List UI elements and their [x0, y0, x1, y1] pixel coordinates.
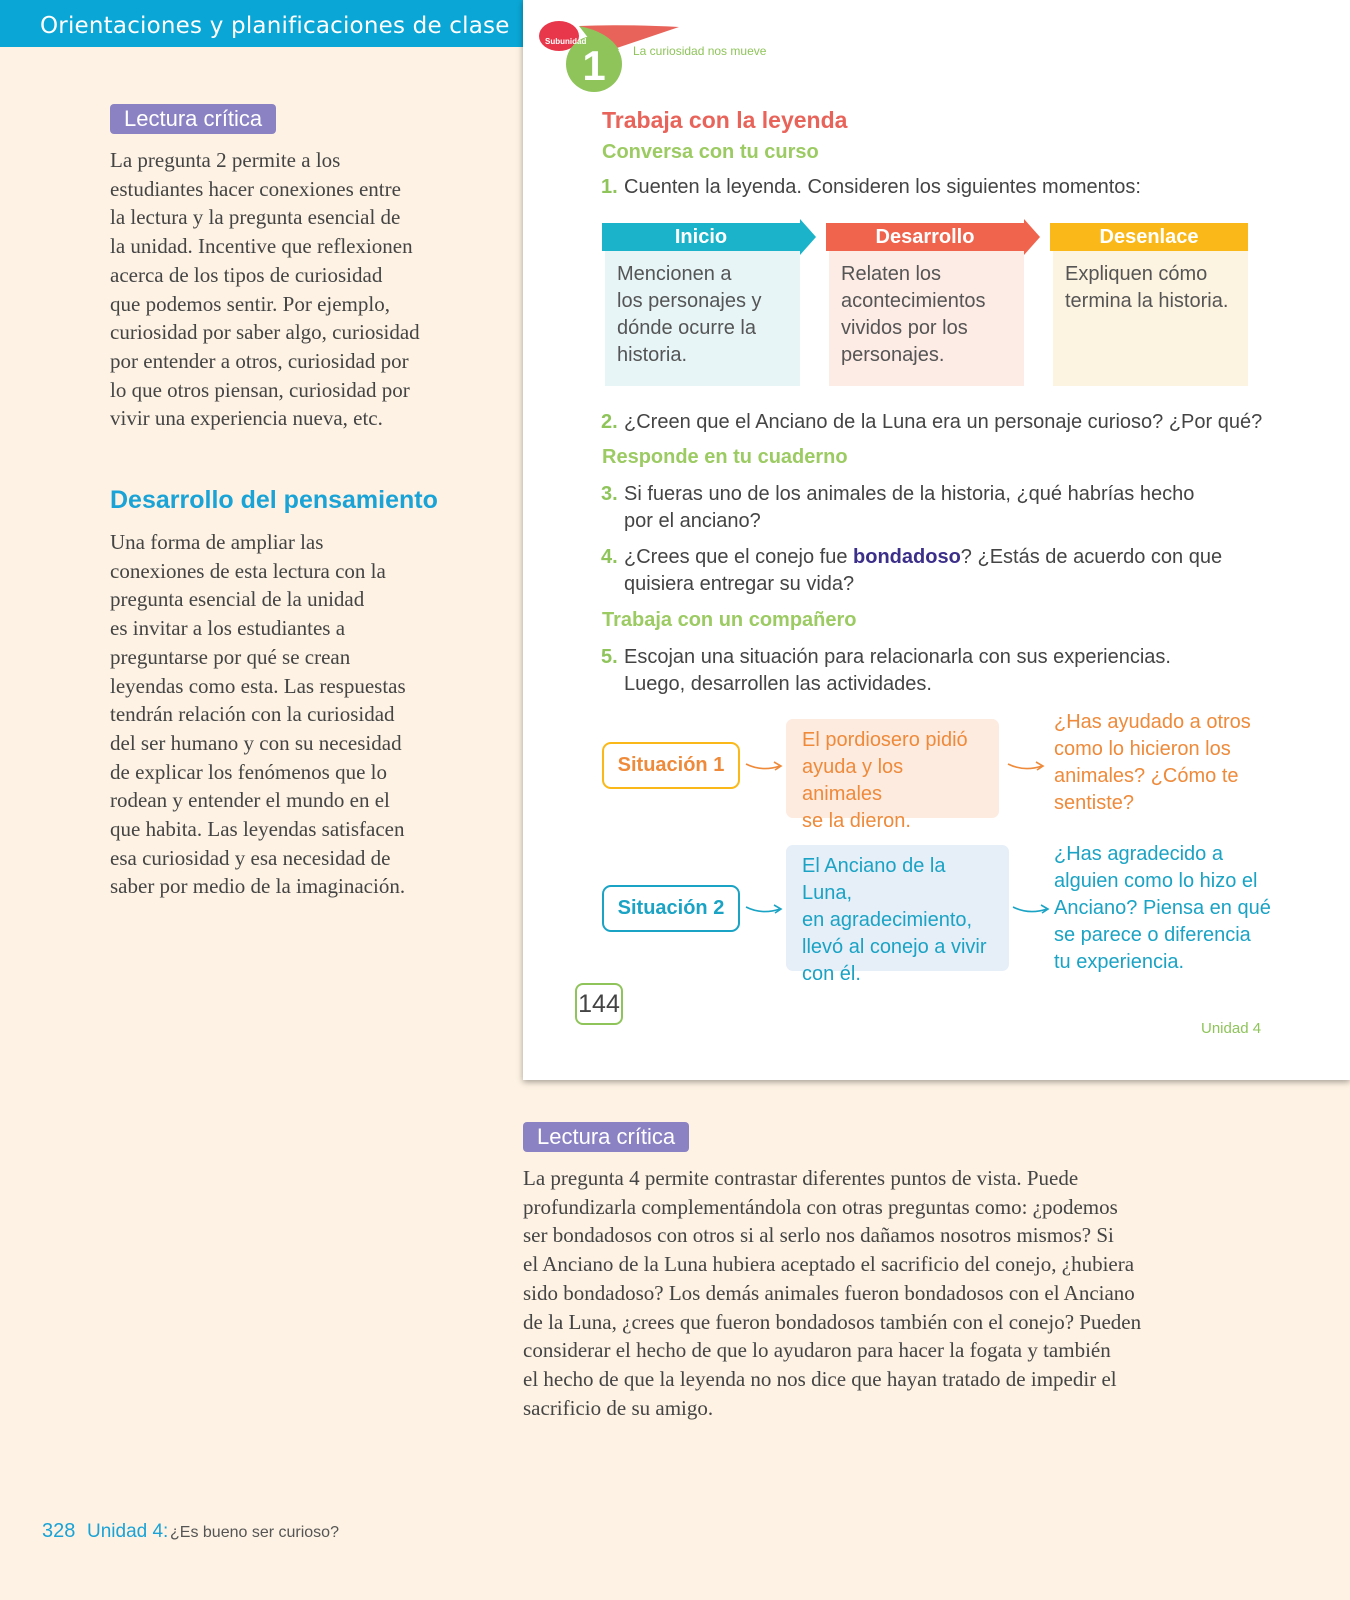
situation-question-line: alguien como lo hizo el: [1054, 870, 1258, 892]
text-line: La pregunta 4 permite contrastar diferentes puntos de vista. Puede: [523, 1166, 1079, 1190]
situation-question-line: ¿Has ayudado a otros: [1054, 711, 1251, 733]
bottom-critical-text: [523, 1164, 1343, 1422]
situation-line: con él.: [802, 963, 861, 985]
curved-arrow-icon: [1006, 758, 1046, 774]
situation-question-line: se parece o diferencia: [1054, 924, 1251, 946]
sub-heading-notebook: Responde en tu cuaderno: [602, 446, 848, 468]
situation-question-line: sentiste?: [1054, 792, 1135, 814]
text-line: leyendas como esta. Las respuestas: [110, 673, 406, 698]
situation-question-line: Anciano? Piensa en qué: [1054, 897, 1271, 919]
curved-arrow-icon: [1011, 901, 1051, 917]
stage-line: Mencionen a: [617, 263, 732, 285]
text-line: acerca de los tipos de curiosidad: [110, 262, 383, 287]
question-1: 1. Cuenten la leyenda. Consideren los siguientes momentos:: [601, 176, 1141, 198]
situation-question-line: tu experiencia.: [1054, 951, 1185, 973]
question-line: Escojan una situación para relacionarla con sus experiencias.: [624, 646, 1171, 668]
text-line: pregunta esencial de la unidad: [110, 587, 365, 612]
stage-line: acontecimientos: [841, 290, 986, 312]
text-line: sacrificio de su amigo.: [523, 1395, 714, 1420]
bold-word: bondadoso: [853, 546, 961, 568]
text-line: la lectura y la pregunta esencial de: [110, 205, 401, 230]
text-line: conexiones de esta lectura con la: [110, 558, 386, 583]
arrow-right-icon: [800, 219, 816, 255]
footer-unit: Unidad 4:: [87, 1521, 169, 1542]
arrow-right-icon: [1024, 219, 1040, 255]
situation-line: El Anciano de la Luna,: [802, 855, 946, 904]
subunit-label: Subunidad: [545, 37, 587, 46]
text-line: rodean y entender el mundo en el: [110, 788, 390, 813]
text-line: curiosidad por saber algo, curiosidad: [110, 320, 420, 345]
stage-line: personajes.: [841, 344, 945, 366]
sub-heading-converse: Conversa con tu curso: [602, 141, 819, 163]
text-line: considerar el hecho de que lo ayudaron para hacer la fogata y también: [523, 1338, 1111, 1363]
text-line: La pregunta 2 permite a los: [110, 148, 341, 172]
question-line: Luego, desarrollen las actividades.: [624, 673, 932, 695]
stage-line: vividos por los: [841, 317, 968, 339]
text-line: sido bondadoso? Los demás animales fueron bondadosos con el Anciano: [523, 1280, 1135, 1305]
text-line: de explicar los fenómenos que lo: [110, 759, 387, 784]
text-line: es invitar a los estudiantes a: [110, 616, 346, 641]
question-4: 4. ¿Crees que el conejo fue bondadoso? ¿Estás de acuerdo con que quisiera entregar su vida?: [601, 546, 1223, 595]
situation-2-label: Situación 2: [602, 885, 740, 932]
text-line: la unidad. Incentive que reflexionen: [110, 234, 413, 259]
question-2: 2. ¿Creen que el Anciano de la Luna era un personaje curioso? ¿Por qué?: [601, 411, 1263, 433]
situation-line: ayuda y los animales: [802, 756, 904, 805]
subunit-title: La curiosidad nos mueve: [633, 44, 767, 58]
situation-2-box: [786, 845, 1009, 985]
stage-line: Expliquen cómo: [1065, 263, 1208, 285]
situation-question-line: ¿Has agradecido a: [1054, 843, 1223, 865]
stage-line: Relaten los: [841, 263, 942, 285]
text-line: saber por medio de la imaginación.: [110, 874, 406, 899]
critical-reading-badge: Lectura crítica: [110, 104, 276, 134]
stage-desarrollo-body: [829, 251, 1024, 386]
text-line: profundizarla complementándola con otras preguntas como: ¿podemos: [523, 1194, 1118, 1219]
text-line: vivir una experiencia nueva, etc.: [110, 406, 383, 431]
student-book-page: [523, 0, 1350, 1080]
stage-inicio-body: [605, 251, 800, 386]
main-heading: Trabaja con la leyenda: [602, 107, 848, 133]
curved-arrow-icon: [744, 758, 784, 774]
student-page-number: 144: [575, 983, 623, 1025]
stage-line: termina la historia.: [1065, 290, 1229, 312]
situation-1-question: [1054, 709, 1284, 817]
question-3: 3. Si fueras uno de los animales de la historia, ¿qué habrías hecho por el anciano?: [602, 481, 1194, 535]
text-line: lo que otros piensan, curiosidad por: [110, 377, 410, 402]
stage-line: historia.: [617, 344, 688, 366]
text-line: tendrán relación con la curiosidad: [110, 702, 395, 727]
text-line: por entender a otros, curiosidad por: [110, 348, 409, 373]
situation-2-question: [1054, 841, 1294, 976]
stage-desarrollo-header: Desarrollo: [826, 223, 1024, 251]
situation-1-box: [786, 719, 999, 832]
sub-heading-partner: Trabaja con un compañero: [602, 609, 857, 631]
text-line: que habita. Las leyendas satisfacen: [110, 817, 405, 842]
text-line: el hecho de que la leyenda no nos dice que hayan tratado de impedir el: [523, 1366, 1117, 1391]
text-line: preguntarse por qué se crean: [110, 644, 351, 669]
text-line: que podemos sentir. Por ejemplo,: [110, 291, 390, 316]
development-heading: Desarrollo del pensamiento: [110, 486, 438, 514]
stage-inicio-header: Inicio: [602, 223, 800, 251]
svg-text:1: 1: [582, 42, 606, 89]
footer-page-number: 328: [42, 1520, 76, 1542]
situation-1-label: Situación 1: [602, 742, 740, 789]
text-line: Una forma de ampliar las: [110, 530, 324, 554]
text-line: el Anciano de la Luna hubiera aceptado el sacrificio del conejo, ¿hubiera: [523, 1252, 1135, 1277]
question-line: por el anciano?: [624, 510, 761, 532]
question-line: Si fueras uno de los animales de la historia, ¿qué habrías hecho: [624, 483, 1195, 505]
critical-reading-text: [110, 146, 510, 433]
text-line: estudiantes hacer conexiones entre: [110, 176, 401, 201]
header-title: Orientaciones y planificaciones de clase: [40, 13, 510, 39]
curved-arrow-icon: [744, 901, 784, 917]
stage-desenlace-header: Desenlace: [1050, 223, 1248, 251]
stage-line: los personajes y: [617, 290, 762, 312]
text-line: ser bondadosos con otros si al serlo nos dañamos nosotros mismos? Si: [523, 1223, 1114, 1248]
stage-line: dónde ocurre la: [617, 317, 756, 339]
situation-line: en agradecimiento,: [802, 909, 973, 931]
footer-question: ¿Es bueno ser curioso?: [170, 1524, 339, 1541]
text-line: del ser humano y con su necesidad: [110, 730, 402, 755]
situation-line: se la dieron.: [802, 810, 911, 832]
situation-question-line: animales? ¿Cómo te: [1054, 765, 1239, 787]
stage-desenlace-body: [1053, 251, 1248, 386]
development-text: [110, 528, 510, 901]
critical-reading-badge-bottom: Lectura crítica: [523, 1122, 689, 1152]
text-line: esa curiosidad y esa necesidad de: [110, 845, 391, 870]
student-unit-label: Unidad 4: [1201, 1020, 1262, 1037]
situation-line: llevó al conejo a vivir: [802, 936, 987, 958]
situation-line: El pordiosero pidió: [802, 729, 968, 751]
situation-question-line: como lo hicieron los: [1054, 738, 1231, 760]
text-line: de la Luna, ¿crees que fueron bondadosos también con el conejo? Pueden: [523, 1309, 1142, 1334]
question-5: 5. Escojan una situación para relacionarla con sus experiencias. Luego, desarrollen las actividades.: [602, 644, 1171, 698]
